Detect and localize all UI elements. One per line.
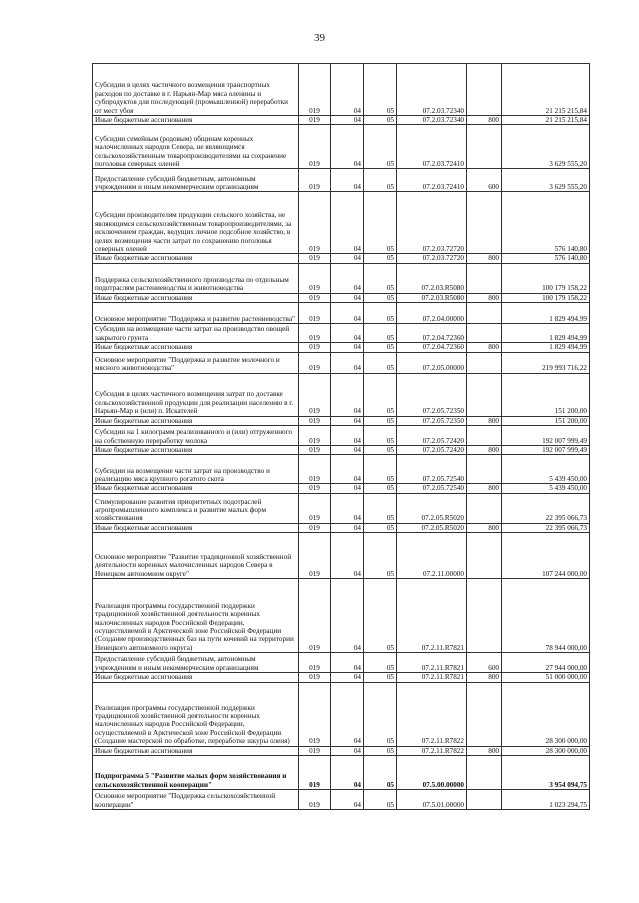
pr-cell: 05 — [364, 653, 397, 673]
row-name-cell: Иные бюджетные ассигнования — [93, 446, 299, 455]
vr-cell: 800 — [467, 116, 502, 125]
gr-cell: 019 — [299, 455, 331, 484]
csr-cell: 07.5.01.00000 — [397, 790, 467, 810]
rz-cell: 04 — [331, 673, 364, 682]
csr-cell: 07.2.11.00000 — [397, 533, 467, 579]
vr-cell — [467, 303, 502, 324]
pr-cell: 05 — [364, 790, 397, 810]
csr-cell: 07.2.05.R5020 — [397, 523, 467, 532]
vr-cell: 800 — [467, 673, 502, 682]
gr-cell: 019 — [299, 533, 331, 579]
csr-cell: 07.2.11.R7822 — [397, 746, 467, 755]
row-name-cell: Основное мероприятие "Поддержка и развитие растениеводства" — [93, 303, 299, 324]
csr-cell: 07.2.11.R7821 — [397, 653, 467, 673]
row-name-cell: Иные бюджетные ассигнования — [93, 343, 299, 352]
row-name-cell: Субсидия в целях частичного возмещения затрат по доставке сельскохозяйственной продукции для реализации населению в г. Нарьян-Мар и (или) п. Искателей — [93, 373, 299, 416]
table-row — [93, 416, 590, 425]
rz-cell: 04 — [331, 352, 364, 373]
sum-cell: 100 179 158,22 — [502, 293, 590, 302]
sum-cell: 5 439 450,00 — [502, 484, 590, 493]
gr-cell: 019 — [299, 416, 331, 425]
pr-cell: 05 — [364, 169, 397, 192]
row-name-cell: Иные бюджетные ассигнования — [93, 523, 299, 532]
sum-cell: 22 395 066,73 — [502, 523, 590, 532]
gr-cell: 019 — [299, 64, 331, 116]
vr-cell — [467, 324, 502, 343]
sum-cell: 576 140,80 — [502, 192, 590, 254]
csr-cell: 07.2.05.00000 — [397, 352, 467, 373]
row-name-cell: Поддержка сельскохозяйственного производства по отдельным подотраслям растениеводства и животноводства — [93, 263, 299, 293]
gr-cell: 019 — [299, 653, 331, 673]
csr-cell: 07.2.05.72540 — [397, 455, 467, 484]
gr-cell: 019 — [299, 446, 331, 455]
vr-cell: 600 — [467, 169, 502, 192]
vr-cell — [467, 263, 502, 293]
table-row — [93, 673, 590, 682]
vr-cell: 600 — [467, 653, 502, 673]
vr-cell: 800 — [467, 523, 502, 532]
gr-cell: 019 — [299, 790, 331, 810]
rz-cell: 04 — [331, 533, 364, 579]
csr-cell: 07.2.03.R5080 — [397, 263, 467, 293]
rz-cell: 04 — [331, 303, 364, 324]
rz-cell: 04 — [331, 373, 364, 416]
vr-cell: 800 — [467, 746, 502, 755]
pr-cell: 05 — [364, 426, 397, 446]
sum-cell: 151 200,00 — [502, 416, 590, 425]
gr-cell: 019 — [299, 484, 331, 493]
table-row — [93, 169, 590, 192]
rz-cell: 04 — [331, 254, 364, 263]
csr-cell: 07.2.03.72410 — [397, 169, 467, 192]
table-row — [93, 263, 590, 293]
rz-cell: 04 — [331, 756, 364, 790]
csr-cell: 07.2.03.72340 — [397, 64, 467, 116]
gr-cell: 019 — [299, 125, 331, 169]
pr-cell: 05 — [364, 303, 397, 324]
sum-cell: 5 439 450,00 — [502, 455, 590, 484]
pr-cell: 05 — [364, 416, 397, 425]
sum-cell: 219 993 716,22 — [502, 352, 590, 373]
vr-cell — [467, 352, 502, 373]
pr-cell: 05 — [364, 254, 397, 263]
rz-cell: 04 — [331, 493, 364, 523]
csr-cell: 07.2.03.72720 — [397, 254, 467, 263]
sum-cell: 1 829 494,99 — [502, 343, 590, 352]
sum-cell: 107 244 000,00 — [502, 533, 590, 579]
sum-cell: 3 954 094,75 — [502, 756, 590, 790]
row-name-cell: Иные бюджетные ассигнования — [93, 254, 299, 263]
pr-cell: 05 — [364, 673, 397, 682]
rz-cell: 04 — [331, 523, 364, 532]
sum-cell: 27 944 000,00 — [502, 653, 590, 673]
sum-cell: 28 300 000,00 — [502, 746, 590, 755]
pr-cell: 05 — [364, 523, 397, 532]
pr-cell: 05 — [364, 263, 397, 293]
row-name-cell: Субсидии на 1 килограмм реализованного и (или) отгруженного на собственную переработку молока — [93, 426, 299, 446]
rz-cell: 04 — [331, 125, 364, 169]
table-row — [93, 579, 590, 653]
csr-cell: 07.5.00.00000 — [397, 756, 467, 790]
rz-cell: 04 — [331, 790, 364, 810]
sum-cell: 192 007 999,49 — [502, 426, 590, 446]
table-row — [93, 523, 590, 532]
table-row — [93, 324, 590, 343]
row-name-cell: Реализация программы государственной поддержки традиционной хозяйственной деятельности коренных малочисленных народов Российской Федерации, осуществляемой в Арктической зоне Российской Федерации (Создание мастерской по обработке, переработке шкуры оленя) — [93, 682, 299, 746]
gr-cell: 019 — [299, 254, 331, 263]
sum-cell: 576 140,80 — [502, 254, 590, 263]
table-row — [93, 455, 590, 484]
pr-cell: 05 — [364, 579, 397, 653]
csr-cell: 07.2.05.72420 — [397, 426, 467, 446]
gr-cell: 019 — [299, 523, 331, 532]
row-name-cell: Субсидии в целях частичного возмещения транспортных расходов по доставке в г. Нарьян-Мар мяса оленины и субпродуктов для последующей (промышленной) переработки от мест убоя — [93, 64, 299, 116]
csr-cell: 07.2.05.R5020 — [397, 493, 467, 523]
csr-cell: 07.2.11.R7821 — [397, 673, 467, 682]
vr-cell: 800 — [467, 293, 502, 302]
csr-cell: 07.2.11.R7821 — [397, 579, 467, 653]
gr-cell: 019 — [299, 303, 331, 324]
csr-cell: 07.2.11.R7822 — [397, 682, 467, 746]
table-row — [93, 790, 590, 810]
row-name-cell: Субсидии семейным (родовым) общинам коренных малочисленных народов Севера, не являющимся сельскохозяйственным товаропроизводителями на сохранение поголовья северных оленей — [93, 125, 299, 169]
csr-cell: 07.2.05.72350 — [397, 416, 467, 425]
csr-cell: 07.2.03.72410 — [397, 125, 467, 169]
pr-cell: 05 — [364, 746, 397, 755]
sum-cell: 21 215 215,84 — [502, 64, 590, 116]
pr-cell: 05 — [364, 373, 397, 416]
gr-cell: 019 — [299, 263, 331, 293]
sum-cell: 100 179 158,22 — [502, 263, 590, 293]
sum-cell: 28 300 000,00 — [502, 682, 590, 746]
vr-cell: 800 — [467, 416, 502, 425]
sum-cell: 1 023 294,75 — [502, 790, 590, 810]
gr-cell: 019 — [299, 192, 331, 254]
vr-cell: 800 — [467, 254, 502, 263]
gr-cell: 019 — [299, 682, 331, 746]
budget-table — [92, 63, 590, 810]
pr-cell: 05 — [364, 493, 397, 523]
csr-cell: 07.2.05.72540 — [397, 484, 467, 493]
row-name-cell: Иные бюджетные ассигнования — [93, 484, 299, 493]
table-row — [93, 125, 590, 169]
row-name-cell: Иные бюджетные ассигнования — [93, 673, 299, 682]
rz-cell: 04 — [331, 682, 364, 746]
table-row — [93, 293, 590, 302]
rz-cell: 04 — [331, 579, 364, 653]
gr-cell: 019 — [299, 116, 331, 125]
pr-cell: 05 — [364, 352, 397, 373]
table-row — [93, 426, 590, 446]
row-name-cell: Основное мероприятие "Развитие традиционной хозяйственной деятельности коренных малочисленных народов Севера в Ненецком автономном округе" — [93, 533, 299, 579]
gr-cell: 019 — [299, 673, 331, 682]
pr-cell: 05 — [364, 192, 397, 254]
vr-cell — [467, 579, 502, 653]
csr-cell: 07.2.03.72340 — [397, 116, 467, 125]
gr-cell: 019 — [299, 352, 331, 373]
row-name-cell: Реализация программы государственной поддержки традиционной хозяйственной деятельности коренных малочисленных народов Российской Федерации, осуществляемой в Арктической зоне Российской Федерации (Создание производственных баз на пути кочевий на территории Ненецкого автономного округа) — [93, 579, 299, 653]
pr-cell: 05 — [364, 455, 397, 484]
vr-cell: 800 — [467, 343, 502, 352]
sum-cell: 1 829 494,99 — [502, 303, 590, 324]
gr-cell: 019 — [299, 756, 331, 790]
rz-cell: 04 — [331, 169, 364, 192]
rz-cell: 04 — [331, 293, 364, 302]
vr-cell: 800 — [467, 446, 502, 455]
table-row — [93, 533, 590, 579]
row-name-cell: Предоставление субсидий бюджетным, автономным учреждениям и иным некоммерческим организациям — [93, 169, 299, 192]
table-row — [93, 446, 590, 455]
gr-cell: 019 — [299, 343, 331, 352]
row-name-cell: Субсидии на возмещение части затрат на производство овощей закрытого грунта — [93, 324, 299, 343]
csr-cell: 07.2.04.00000 — [397, 303, 467, 324]
vr-cell — [467, 682, 502, 746]
gr-cell: 019 — [299, 293, 331, 302]
sum-cell: 51 000 000,00 — [502, 673, 590, 682]
row-name-cell: Субсидии на возмещение части затрат на производство и реализацию мяса крупного рогатого скота — [93, 455, 299, 484]
rz-cell: 04 — [331, 446, 364, 455]
table-row — [93, 682, 590, 746]
table-row — [93, 64, 590, 116]
table-row — [93, 373, 590, 416]
vr-cell — [467, 756, 502, 790]
vr-cell — [467, 790, 502, 810]
pr-cell: 05 — [364, 682, 397, 746]
gr-cell: 019 — [299, 579, 331, 653]
csr-cell: 07.2.05.72420 — [397, 446, 467, 455]
gr-cell: 019 — [299, 373, 331, 416]
page-number: 39 — [314, 32, 325, 44]
row-name-cell: Иные бюджетные ассигнования — [93, 416, 299, 425]
table-row — [93, 254, 590, 263]
pr-cell: 05 — [364, 484, 397, 493]
row-name-cell: Стимулирование развития приоритетных подотраслей агропромышленного комплекса и развитие малых форм хозяйствования — [93, 493, 299, 523]
vr-cell — [467, 493, 502, 523]
table-row — [93, 116, 590, 125]
row-name-cell: Иные бюджетные ассигнования — [93, 293, 299, 302]
row-name-cell: Предоставление субсидий бюджетным, автономным учреждениям и иным некоммерческим организациям — [93, 653, 299, 673]
row-name-cell: Иные бюджетные ассигнования — [93, 746, 299, 755]
vr-cell — [467, 426, 502, 446]
csr-cell: 07.2.04.72360 — [397, 324, 467, 343]
sum-cell: 3 629 555,20 — [502, 169, 590, 192]
sum-cell: 3 629 555,20 — [502, 125, 590, 169]
sum-cell: 1 829 494,99 — [502, 324, 590, 343]
sum-cell: 21 215 215,84 — [502, 116, 590, 125]
pr-cell: 05 — [364, 324, 397, 343]
vr-cell: 800 — [467, 484, 502, 493]
gr-cell: 019 — [299, 426, 331, 446]
table-row — [93, 493, 590, 523]
csr-cell: 07.2.03.72720 — [397, 192, 467, 254]
pr-cell: 05 — [364, 756, 397, 790]
vr-cell — [467, 192, 502, 254]
rz-cell: 04 — [331, 426, 364, 446]
table-row — [93, 484, 590, 493]
rz-cell: 04 — [331, 192, 364, 254]
sum-cell: 192 007 999,49 — [502, 446, 590, 455]
vr-cell — [467, 533, 502, 579]
gr-cell: 019 — [299, 746, 331, 755]
table-row — [93, 343, 590, 352]
sum-cell: 22 395 066,73 — [502, 493, 590, 523]
pr-cell: 05 — [364, 446, 397, 455]
pr-cell: 05 — [364, 116, 397, 125]
vr-cell — [467, 373, 502, 416]
row-name-cell: Подпрограмма 5 "Развитие малых форм хозяйствования и сельскохозяйственной кооперации" — [93, 756, 299, 790]
rz-cell: 04 — [331, 416, 364, 425]
rz-cell: 04 — [331, 263, 364, 293]
rz-cell: 04 — [331, 324, 364, 343]
table-row — [93, 756, 590, 790]
rz-cell: 04 — [331, 343, 364, 352]
row-name-cell: Основное мероприятие "Поддержка сельскохозяйственной кооперации" — [93, 790, 299, 810]
sum-cell: 78 944 000,00 — [502, 579, 590, 653]
pr-cell: 05 — [364, 125, 397, 169]
table-row — [93, 653, 590, 673]
csr-cell: 07.2.04.72360 — [397, 343, 467, 352]
pr-cell: 05 — [364, 293, 397, 302]
rz-cell: 04 — [331, 116, 364, 125]
sum-cell: 151 200,00 — [502, 373, 590, 416]
rz-cell: 04 — [331, 746, 364, 755]
table-row — [93, 746, 590, 755]
table-row — [93, 192, 590, 254]
row-name-cell: Основное мероприятие "Поддержка и развитие молочного и мясного животноводства" — [93, 352, 299, 373]
table-row — [93, 303, 590, 324]
gr-cell: 019 — [299, 169, 331, 192]
csr-cell: 07.2.03.R5080 — [397, 293, 467, 302]
rz-cell: 04 — [331, 64, 364, 116]
row-name-cell: Иные бюджетные ассигнования — [93, 116, 299, 125]
gr-cell: 019 — [299, 493, 331, 523]
rz-cell: 04 — [331, 455, 364, 484]
csr-cell: 07.2.05.72350 — [397, 373, 467, 416]
gr-cell: 019 — [299, 324, 331, 343]
pr-cell: 05 — [364, 343, 397, 352]
vr-cell — [467, 455, 502, 484]
vr-cell — [467, 125, 502, 169]
pr-cell: 05 — [364, 533, 397, 579]
vr-cell — [467, 64, 502, 116]
rz-cell: 04 — [331, 653, 364, 673]
pr-cell: 05 — [364, 64, 397, 116]
table-row — [93, 352, 590, 373]
rz-cell: 04 — [331, 484, 364, 493]
row-name-cell: Субсидии производителям продукции сельского хозяйства, не являющимся сельскохозяйственным товаропроизводителями, за исключением граждан, ведущих личное подсобное хозяйство, в целях возмещения части затрат по сохранению поголовья северных оленей — [93, 192, 299, 254]
